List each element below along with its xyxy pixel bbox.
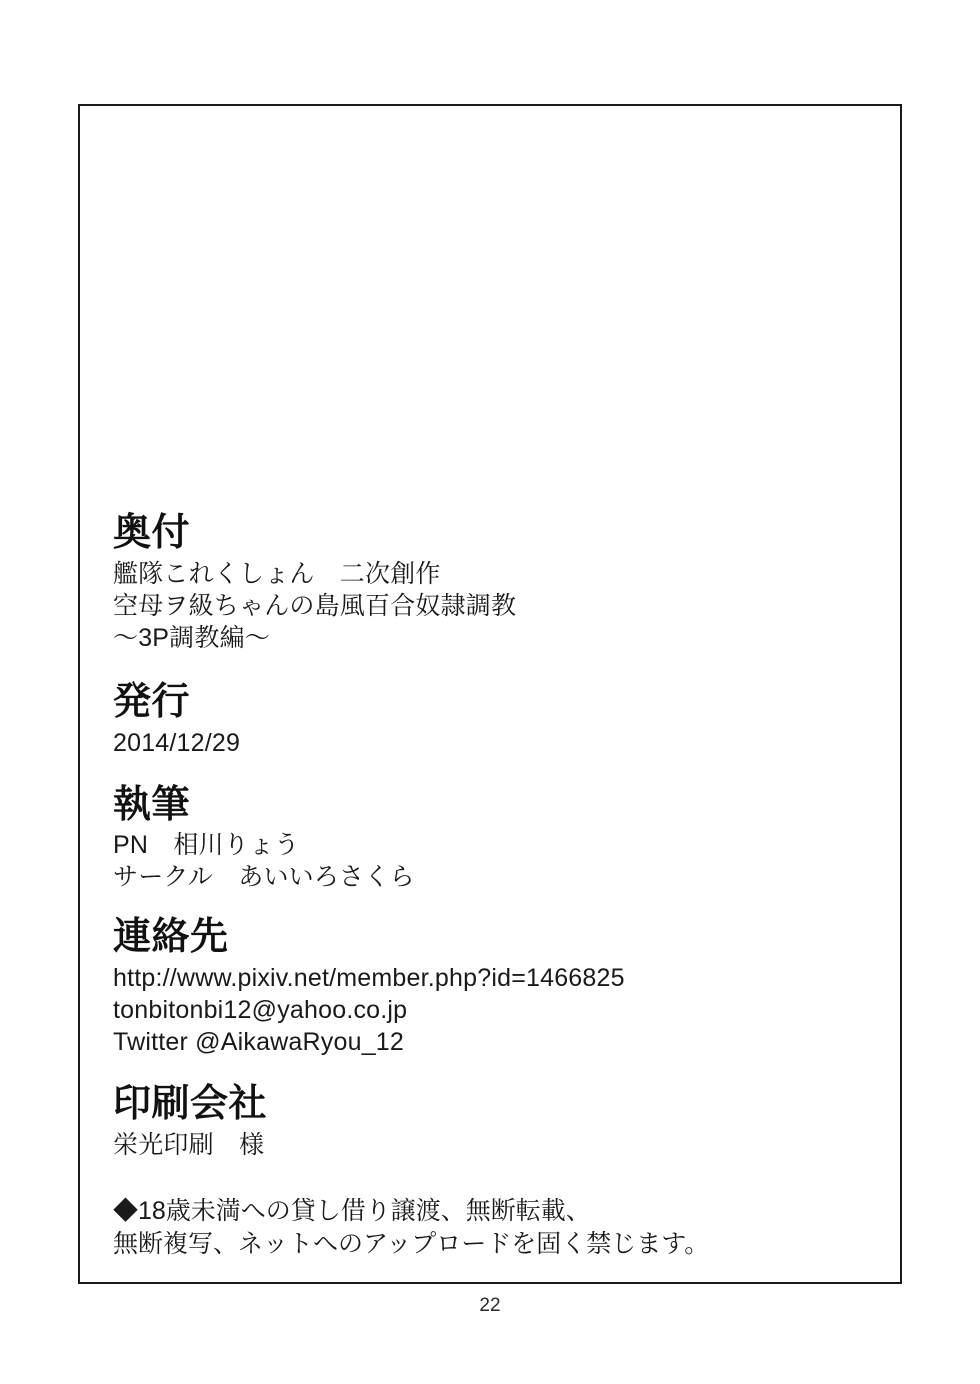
contact-twitter[interactable]: Twitter @AikawaRyou_12 (113, 1028, 405, 1057)
section-publication (113, 680, 853, 759)
legal-notice-line-2: 無断複写、ネットへのアップロードを固く禁じます。 (113, 1229, 710, 1258)
contact-email[interactable]: tonbitonbi12@yahoo.co.jp (113, 996, 408, 1025)
section-body-printer (113, 1129, 853, 1161)
section-colophon (113, 511, 853, 654)
colophon-line-series: 艦隊これくしょん 二次創作 (113, 559, 441, 588)
colophon-line-subtitle: ～3P調教編～ (113, 623, 270, 652)
colophon-line-title: 空母ヲ級ちゃんの島風百合奴隷調教 (113, 591, 517, 620)
section-heading-contact: 連絡先 (113, 916, 229, 959)
section-heading-printer: 印刷会社 (113, 1083, 268, 1126)
section-body-author (113, 829, 853, 893)
section-contact (113, 915, 853, 1058)
section-printer (113, 1082, 853, 1161)
section-body-colophon (113, 558, 853, 654)
section-body-contact (113, 962, 853, 1058)
author-circle-name: サークル あいいろさくら (113, 863, 415, 892)
printer-name: 栄光印刷 様 (113, 1131, 265, 1160)
legal-notice-line-1: ◆18歳未満への貸し借り譲渡、無断転載、 (113, 1197, 591, 1226)
section-heading-author: 執筆 (113, 783, 191, 826)
page-border-frame (78, 104, 902, 1284)
colophon-block (113, 511, 853, 1260)
section-heading-colophon: 奥付 (113, 512, 191, 554)
section-author (113, 783, 853, 894)
section-heading-publication: 発行 (113, 680, 191, 723)
section-body-publication (113, 727, 853, 759)
publication-date: 2014/12/29 (113, 728, 241, 757)
contact-pixiv-url[interactable]: http://www.pixiv.net/member.php?id=1466825 (113, 964, 625, 993)
author-pen-name: PN 相川りょう (113, 831, 300, 860)
legal-notice (113, 1195, 853, 1260)
page-number: 22 (479, 1295, 501, 1316)
